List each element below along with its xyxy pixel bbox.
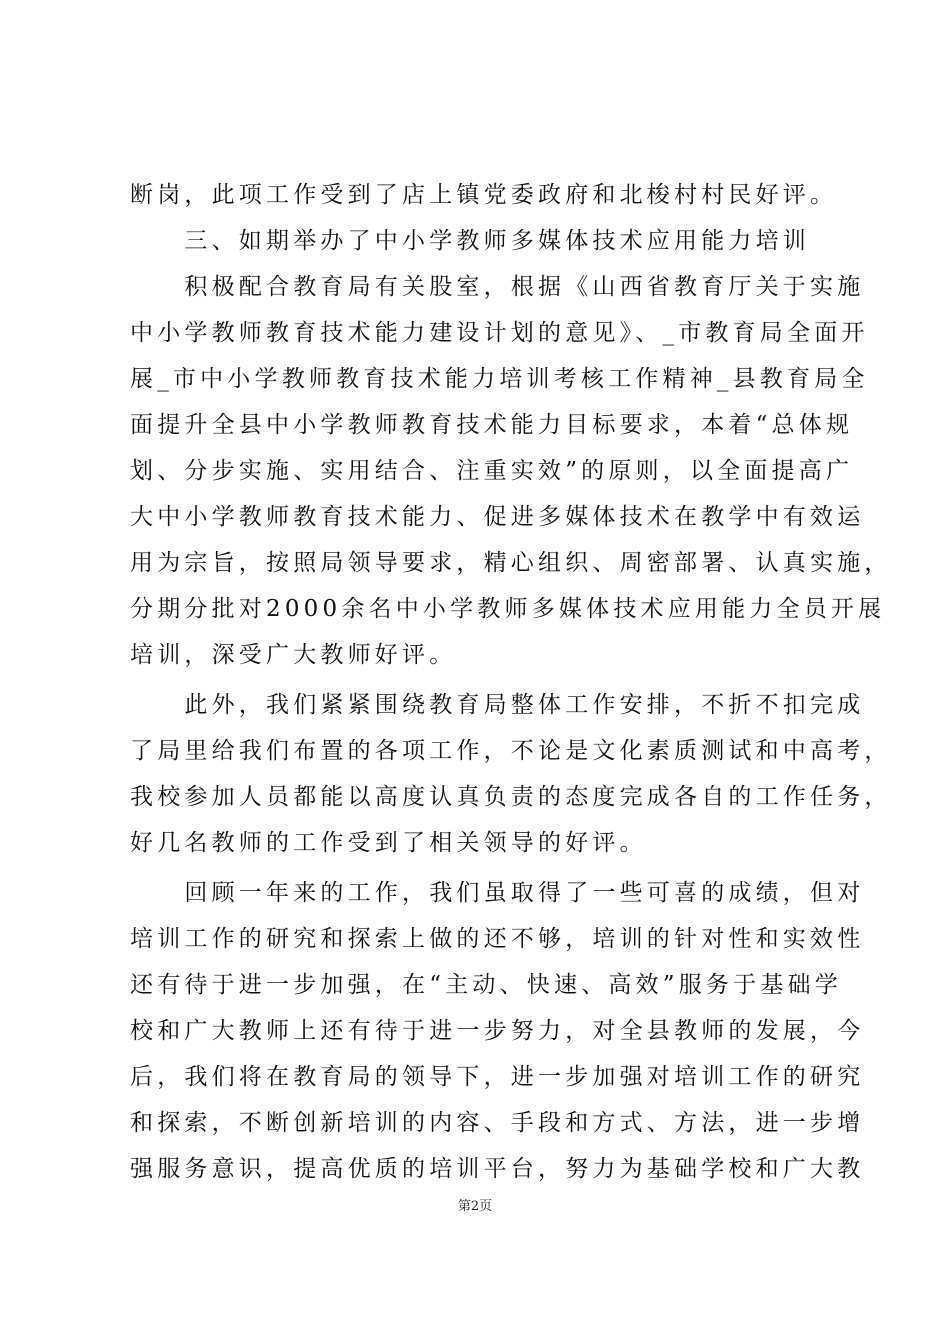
text-line: 此外，我们紧紧围绕教育局整体工作安排，不折不扣完成 [130,692,865,718]
section-heading: 三、如期举办了中小学教师多媒体技术应用能力培训 [130,228,810,254]
text-line: 培训工作的研究和探索上做的还不够，培训的针对性和实效性 [130,926,865,952]
text-line: 断岗，此项工作受到了店上镇党委政府和北梭村村民好评。 [130,182,838,208]
text-line: 大中小学教师教育技术能力、促进多媒体技术在教学中有效运 [130,504,865,530]
text-line: 划、分步实施、实用结合、注重实效”的原则，以全面提高广 [130,458,854,484]
body-text [130,172,892,1192]
text-line: 积极配合教育局有关股室，根据《山西省教育厅关于实施 [130,274,865,300]
text-line: 展_市中小学教师教育技术能力培训考核工作精神_县教育局全 [130,366,869,392]
text-line: 强服务意识，提高优质的培训平台，努力为基础学校和广大教 [130,1156,865,1182]
text-line: 回顾一年来的工作，我们虽取得了一些可喜的成绩，但对 [130,880,865,906]
text-line: 用为宗旨，按照局领导要求，精心组织、周密部署、认真实施， [130,550,892,576]
text-line: 面提升全县中小学教师教育技术能力目标要求，本着“总体规 [130,412,854,438]
text-line: 还有待于进一步加强，在“主动、快速、高效”服务于基础学 [130,972,842,998]
page-number: 第2页 [457,1199,493,1214]
text-line: 分期分批对2000余名中小学教师多媒体技术应用能力全员开展 [130,596,886,622]
text-line: 培训，深受广大教师好评。 [130,642,457,668]
text-line: 我校参加人员都能以高度认真负责的态度完成各自的工作任务， [130,784,892,810]
text-line: 中小学教师教育技术能力建设计划的意见》、_市教育局全面开 [130,320,869,346]
text-line: 后，我们将在教育局的领导下，进一步加强对培训工作的研究 [130,1064,865,1090]
text-line: 校和广大教师上还有待于进一步努力，对全县教师的发展，今 [130,1018,865,1044]
text-line: 和探索，不断创新培训的内容、手段和方式、方法，进一步增 [130,1110,865,1136]
text-line: 好几名教师的工作受到了相关领导的好评。 [130,830,647,856]
text-line: 了局里给我们布置的各项工作，不论是文化素质测试和中高考， [130,738,892,764]
